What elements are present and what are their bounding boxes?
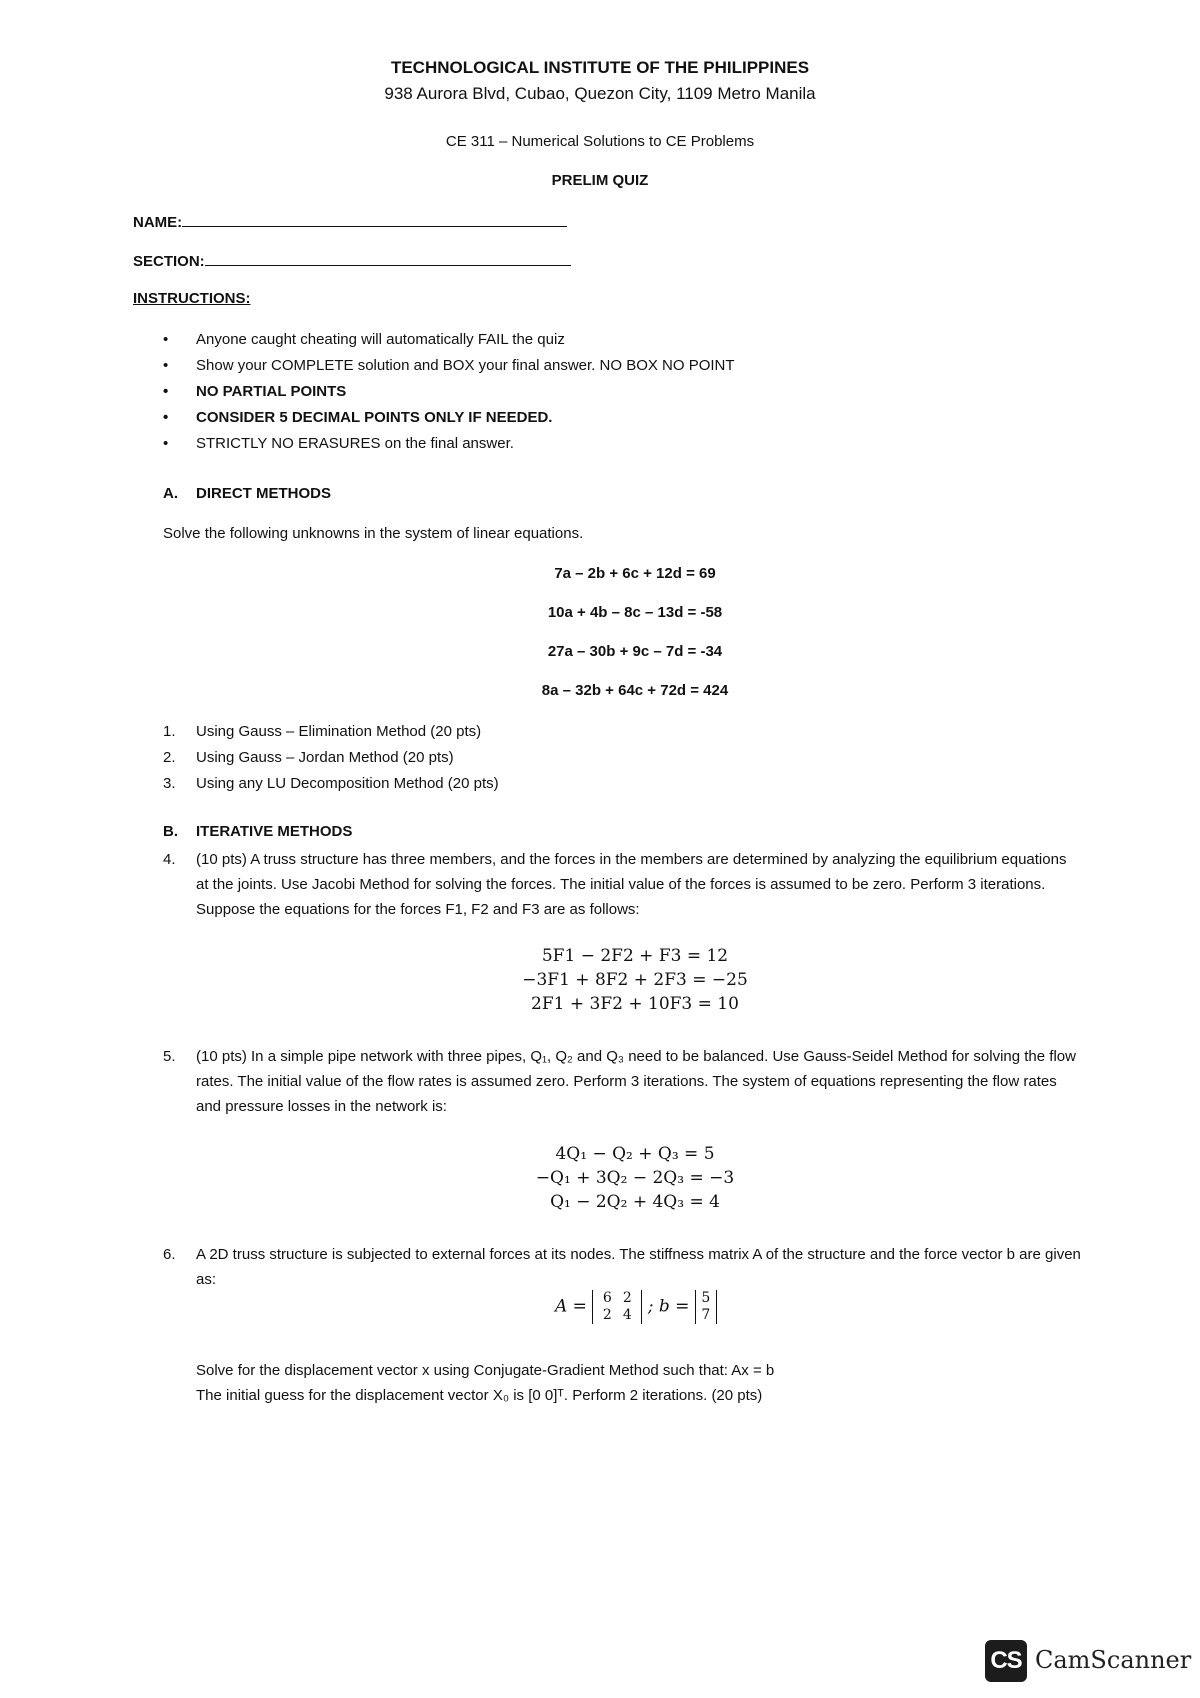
linear-equation: 8a – 32b + 64c + 72d = 424 (541, 682, 729, 699)
linear-equation: 10a + 4b – 8c – 13d = -58 (547, 604, 723, 621)
problem-4-text: (10 pts) A truss structure has three members, and the forces in the members are determined by analyzing the equilibrium equations at the joints. Use Jacobi Method for solving the forces. The initial value of the forces is assumed to be zero. Perform 3 iterations. Suppose the equations for the forces F1, F2 and F3 are as follows: (196, 851, 1067, 918)
instruction-item: • CONSIDER 5 DECIMAL POINTS ONLY IF NEEDED. (163, 409, 553, 426)
institution-name: TECHNOLOGICAL INSTITUTE OF THE PHILIPPINES (390, 58, 810, 77)
instructions-list (163, 330, 735, 460)
stiffness-matrix-expression (555, 1290, 717, 1334)
institution-address: 938 Aurora Blvd, Cubao, Quezon City, 1109 Metro Manila (384, 84, 816, 103)
problem-6-line-2: The initial guess for the displacement vector X₀ is [0 0]ᵀ. Perform 2 iterations. (20 pts) (196, 1387, 763, 1404)
equation: 4Q₁ − Q₂ + Q₃ = 5 (555, 1144, 715, 1164)
equation: 2F1 + 3F2 + 10F3 = 10 (531, 994, 739, 1014)
instruction-item: • NO PARTIAL POINTS (163, 383, 347, 400)
list-item: 3. Using any LU Decomposition Method (20 pts) (163, 775, 499, 792)
list-item: 1. Using Gauss – Elimination Method (20 pts) (163, 723, 482, 740)
vector-cell: 5 (701, 1290, 711, 1306)
matrix-cell: 2 (602, 1307, 612, 1323)
problem-4: 4. (10 pts) A truss structure has three members, and the forces in the members are determined by analyzing the equilibrium equations at the joints. Use Jacobi Method for solving the forces. The initial value of the forces is assumed to be zero. Perform 3 iterations. Suppose the equations for the forces F1, F2 and F3 are as follows: (163, 847, 1083, 922)
instructions-title: INSTRUCTIONS: (133, 290, 251, 307)
name-field[interactable] (133, 212, 567, 231)
force-vector (695, 1290, 717, 1324)
problem-5-equations (0, 1142, 1200, 1214)
problem-6-line-1: Solve for the displacement vector x using Conjugate-Gradient Method such that: Ax = b (196, 1362, 775, 1379)
linear-equation: 7a – 2b + 6c + 12d = 69 (554, 565, 716, 582)
section-a-items (163, 722, 499, 800)
equation: Q₁ − 2Q₂ + 4Q₃ = 4 (550, 1192, 720, 1212)
list-item: 2. Using Gauss – Jordan Method (20 pts) (163, 749, 454, 766)
section-b-heading: B. ITERATIVE METHODS (163, 823, 353, 840)
instruction-item: • Show your COMPLETE solution and BOX your final answer. NO BOX NO POINT (163, 357, 735, 374)
name-line[interactable] (182, 212, 567, 227)
instruction-item: • STRICTLY NO ERASURES on the final answer. (163, 435, 514, 452)
problem-6: 6. A 2D truss structure is subjected to external forces at its nodes. The stiffness matrix A of the structure and the force vector b are given as: (163, 1242, 1083, 1292)
stiffness-matrix (592, 1290, 642, 1324)
bullet-icon: • (163, 435, 169, 452)
instruction-item: • Anyone caught cheating will automatically FAIL the quiz (163, 331, 565, 348)
problem-5: 5. (10 pts) In a simple pipe network with three pipes, Q₁, Q₂ and Q₃ need to be balanced. Use Gauss-Seidel Method for solving the flow rates. The initial value of the flow rates is assumed zero. Perform 3 iterations. The system of equations representing the flow rates and pressure losses in the network is: (163, 1044, 1083, 1119)
section-a-heading: A. DIRECT METHODS (163, 485, 331, 502)
linear-equation: 27a – 30b + 9c – 7d = -34 (547, 643, 723, 660)
matrix-cell: 6 (602, 1290, 612, 1306)
matrix-cell: 2 (622, 1290, 632, 1306)
course-title: CE 311 – Numerical Solutions to CE Problems (445, 133, 755, 150)
name-label: NAME: (133, 214, 183, 231)
section-line[interactable] (205, 251, 571, 266)
problem-4-equations (0, 944, 1200, 1016)
problem-6-instructions (196, 1358, 774, 1408)
camscanner-logo-icon: CS (985, 1640, 1027, 1682)
matrix-label: A = (555, 1296, 587, 1317)
problem-6-text: A 2D truss structure is subjected to external forces at its nodes. The stiffness matrix A of the structure and the force vector b are given as: (196, 1246, 1081, 1288)
bullet-icon: • (163, 357, 169, 374)
camscanner-text: CamScanner (1035, 1646, 1192, 1674)
problem-5-text: (10 pts) In a simple pipe network with three pipes, Q₁, Q₂ and Q₃ need to be balanced. Use Gauss-Seidel Method for solving the flow rates. The initial value of the flow rates is assumed zero. Perform 3 iterations. The system of equations representing the flow rates and pressure losses in the network is: (196, 1048, 1076, 1115)
section-field[interactable] (133, 251, 571, 270)
equation: 5F1 − 2F2 + F3 = 12 (541, 946, 729, 966)
bullet-icon: • (163, 409, 169, 426)
matrix-cell: 4 (622, 1307, 632, 1323)
vector-label: ; b = (647, 1296, 690, 1317)
vector-cell: 7 (701, 1307, 711, 1323)
equation: −3F1 + 8F2 + 2F3 = −25 (522, 970, 748, 990)
bullet-icon: • (163, 331, 169, 348)
section-label: SECTION: (133, 253, 205, 270)
section-a-prompt: Solve the following unknowns in the system of linear equations. (163, 525, 584, 542)
bullet-icon: • (163, 383, 169, 400)
quiz-title: PRELIM QUIZ (551, 172, 649, 189)
equation: −Q₁ + 3Q₂ − 2Q₃ = −3 (535, 1168, 735, 1188)
